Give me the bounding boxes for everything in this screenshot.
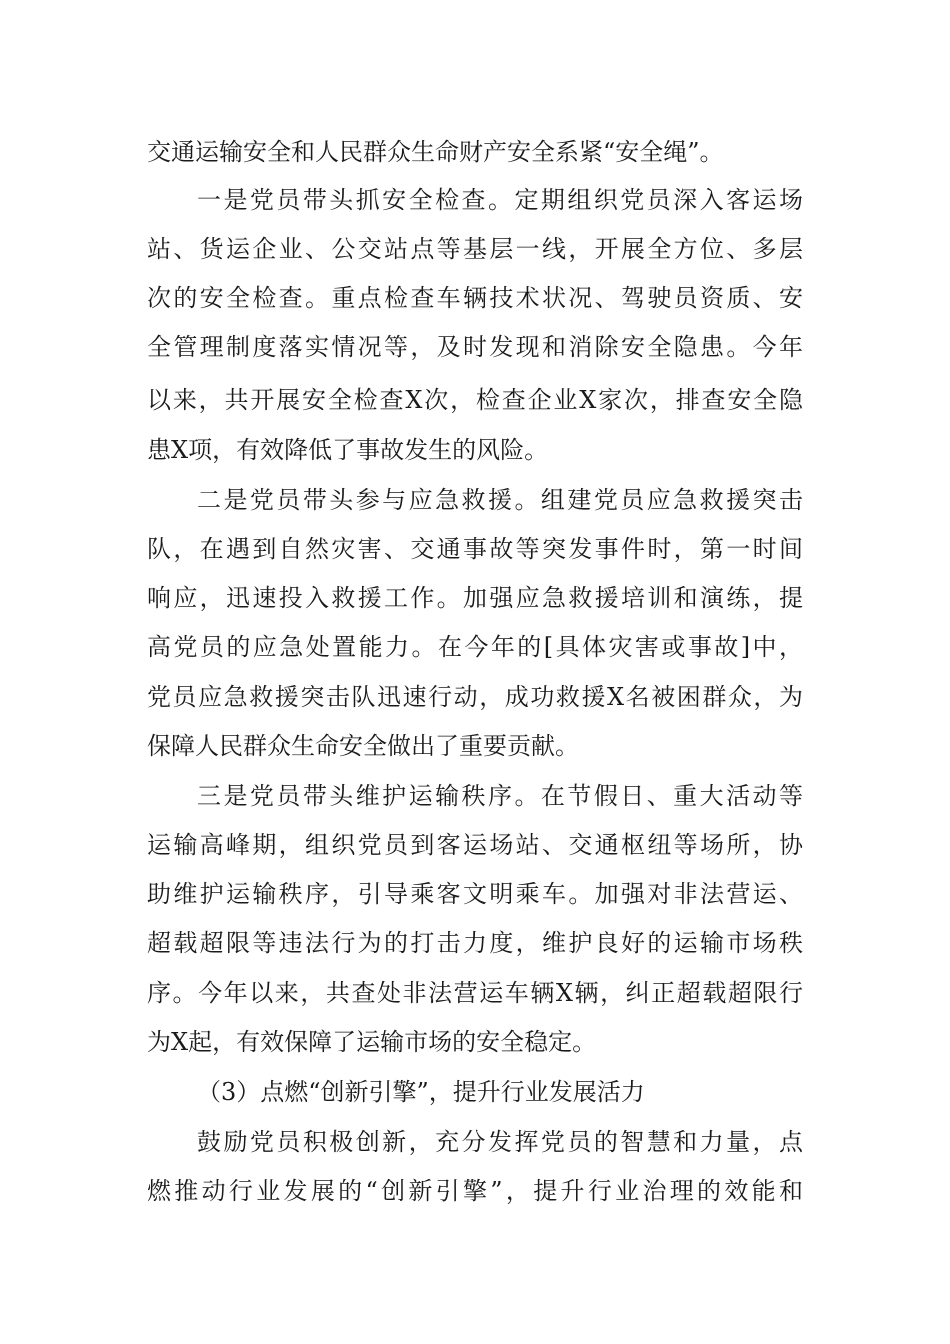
section-heading: （3）点燃“创新引擎”，提升行业发展活力 (197, 1078, 645, 1106)
text-line: 二是党员带头参与应急救援。组建党员应急救援突击 (197, 486, 803, 514)
text-line: 为X起，有效保障了运输市场的安全稳定。 (147, 1028, 597, 1056)
text-line: 鼓励党员积极创新，充分发挥党员的智慧和力量，点 (197, 1128, 803, 1156)
text-line: 党员应急救援突击队迅速行动，成功救援X名被困群众，为 (147, 683, 803, 711)
text-line: 助维护运输秩序，引导乘客文明乘车。加强对非法营运、 (147, 880, 803, 908)
text-line: 超载超限等违法行为的打击力度，维护良好的运输市场秩 (147, 929, 803, 957)
text-line: 一是党员带头抓安全检查。定期组织党员深入客运场 (197, 186, 803, 214)
text-line: 燃推动行业发展的“创新引擎”，提升行业治理的效能和 (147, 1177, 803, 1205)
text-line: 全管理制度落实情况等，及时发现和消除安全隐患。今年 (147, 333, 803, 361)
text-line: 次的安全检查。重点检查车辆技术状况、驾驶员资质、安 (147, 284, 803, 312)
text-line: 以来，共开展安全检查X次，检查企业X家次，排查安全隐 (147, 386, 803, 414)
text-line: 站、货运企业、公交站点等基层一线，开展全方位、多层 (147, 235, 803, 263)
text-line: 患X项，有效降低了事故发生的风险。 (147, 436, 549, 464)
text-line: 序。今年以来，共查处非法营运车辆X辆，纠正超载超限行 (147, 979, 803, 1007)
text-line: 运输高峰期，组织党员到客运场站、交通枢纽等场所，协 (147, 831, 803, 859)
text-line: 高党员的应急处置能力。在今年的[具体灾害或事故]中， (147, 633, 803, 661)
text-line: 三是党员带头维护运输秩序。在节假日、重大活动等 (197, 782, 803, 810)
text-line: 响应，迅速投入救援工作。加强应急救援培训和演练，提 (147, 584, 803, 612)
text-line: 保障人民群众生命安全做出了重要贡献。 (147, 732, 579, 760)
text-line: 交通运输安全和人民群众生命财产安全系紧“安全绳”。 (147, 138, 724, 166)
text-line: 队，在遇到自然灾害、交通事故等突发事件时，第一时间 (147, 535, 803, 563)
